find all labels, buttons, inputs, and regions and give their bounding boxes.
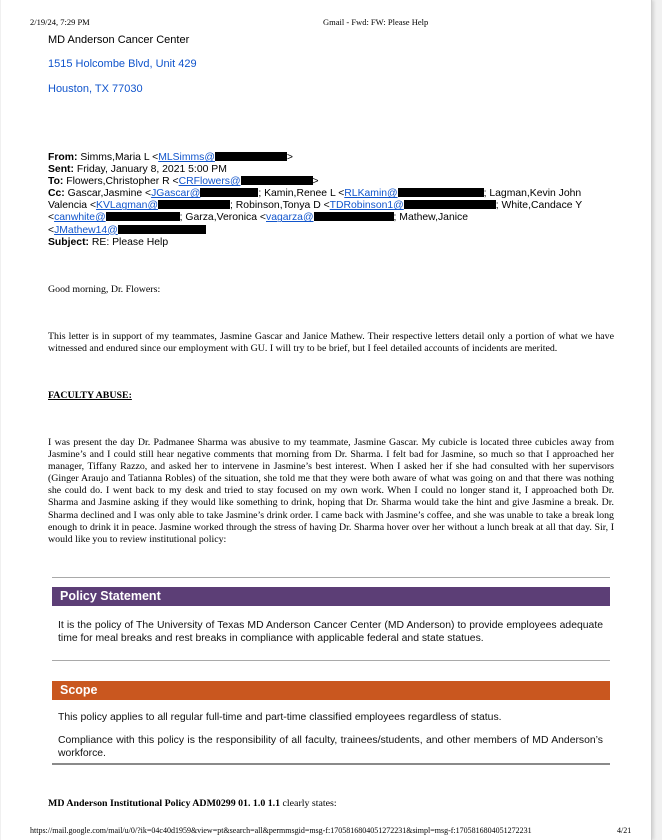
cc-name: ; Mathew,Janice bbox=[393, 212, 469, 224]
excerpt-top-divider bbox=[52, 577, 610, 578]
redaction-bar bbox=[200, 188, 258, 197]
policy-citation-bold: MD Anderson Institutional Policy ADM0299 01. 1.0 1.1 bbox=[48, 798, 281, 809]
redaction-bar bbox=[215, 152, 287, 161]
redaction-bar bbox=[404, 200, 496, 209]
sent-value: Friday, January 8, 2021 5:00 PM bbox=[76, 164, 227, 176]
sent-line bbox=[48, 164, 618, 176]
address-city[interactable]: Houston, TX 77030 bbox=[48, 83, 143, 95]
redaction-bar bbox=[314, 212, 394, 221]
cc-email-link[interactable]: RLKamin@ bbox=[344, 188, 398, 200]
cc-email-link[interactable]: canwhite@ bbox=[54, 212, 106, 224]
cc-line-1 bbox=[48, 188, 618, 200]
to-label: To: bbox=[48, 176, 64, 188]
policy-divider bbox=[52, 660, 610, 661]
cc-line-4: <JMathew14@ bbox=[48, 225, 618, 237]
policy-statement-heading: Policy Statement bbox=[52, 587, 610, 606]
cc-email-link[interactable]: vagarza@ bbox=[266, 212, 314, 224]
sent-label: Sent: bbox=[48, 164, 74, 176]
document-page bbox=[1, 0, 652, 840]
policy-statement-text: It is the policy of The University of Texas MD Anderson Cancer Center (MD Anderson) to provide employees adequate time for meal breaks and rest breaks in compliance with applicable federal and state statues. bbox=[58, 620, 603, 644]
cc-name: ; Kamin,Renee L < bbox=[258, 188, 345, 200]
intro-paragraph: This letter is in support of my teammates, Jasmine Gascar and Janice Mathew. Their respective letters detail only a portion of what we have witnessed and endured since our employment with GU. I will try to be brief, but I feel detailed accounts of incidents are merited. bbox=[48, 331, 614, 355]
greeting: Good morning, Dr. Flowers: bbox=[48, 284, 161, 295]
to-line bbox=[48, 176, 618, 188]
redaction-bar bbox=[118, 225, 206, 234]
redaction-bar bbox=[241, 176, 313, 185]
cc-name: Valencia < bbox=[48, 200, 97, 212]
subject-label: Subject: bbox=[48, 236, 89, 248]
from-label: From: bbox=[48, 152, 78, 163]
cc-label: Cc: bbox=[48, 188, 65, 200]
from-line bbox=[48, 152, 618, 164]
print-page-number: 4/21 bbox=[617, 826, 632, 835]
cc-name: ; Lagman,Kevin John bbox=[483, 188, 582, 200]
cc-name: ; Robinson,Tonya D < bbox=[230, 200, 330, 212]
print-url: https://mail.google.com/mail/u/0/?ik=04c40d1959&view=pt&search=all&permmsgid=msg-f:1705816804051272231&simpl=msg-f:1705816804051272231 bbox=[30, 826, 532, 835]
from-email-link[interactable]: MLSimms@ bbox=[158, 152, 215, 163]
cc-line-3: <canwhite@ ; Garza,Veronica <vagarza@ ; Mathew,Janice bbox=[48, 212, 469, 224]
subject-value: RE: Please Help bbox=[91, 236, 169, 248]
redaction-bar bbox=[106, 212, 180, 221]
redaction-bar bbox=[398, 188, 484, 197]
from-name: Simms,Maria L < bbox=[80, 152, 159, 163]
policy-citation-rest: clearly states: bbox=[280, 798, 337, 809]
cc-email-link[interactable]: TDRobinson1@ bbox=[329, 200, 404, 212]
cc-email-link[interactable]: KVLagman@ bbox=[96, 200, 159, 212]
scope-text-2: Compliance with this policy is the responsibility of all faculty, trainees/students, and other members of MD Anderson’s workforce. bbox=[58, 735, 603, 759]
close-bracket: > bbox=[312, 176, 319, 188]
email-header-block bbox=[48, 152, 618, 249]
to-name: Flowers,Christopher R < bbox=[66, 176, 179, 188]
address-street[interactable]: 1515 Holcombe Blvd, Unit 429 bbox=[48, 58, 197, 70]
section-heading: FACULTY ABUSE: bbox=[48, 390, 132, 401]
print-date: 2/19/24, 7:29 PM bbox=[30, 17, 90, 27]
excerpt-bottom-divider bbox=[52, 763, 610, 765]
cc-line-2 bbox=[48, 200, 618, 212]
policy-citation bbox=[48, 798, 614, 810]
incident-paragraph: I was present the day Dr. Padmanee Sharma was abusive to my teammate, Jasmine Gascar. My cubicle is located three cubicles away from Jasmine’s and I could still hear negative comments that morning from Dr. Sharma. I felt bad for Jasmine, so much so that I approached her manager, Tiffany Razzo, and asked her to intervene in Jasmine’s best interest. When I asked her if she had consulted with her supervisors (Ginger Araujo and Tatianna Robles) of the situation, she told me that they were both aware of what was going on and that there was nothing she could do. I went back to my desk and tried to stay focused on my own work. When I could no longer stand it, I approached both Dr. Sharma and Jasmine asking if they would like something to drink, hoping that Dr. Sharma would take the hint and give Jasmine a break. Dr. Sharma declined and I was only able to take Jasmine’s drink order. I came back with Jasmine’s coffee, and she was unable to take a break long enough to drink it in peace. Jasmine worked through the stress of having Dr. Sharma hover over her without a lunch break at all that day. Sir, I would like you to review institutional policy: bbox=[48, 437, 614, 545]
cc-name: ; Garza,Veronica < bbox=[179, 212, 266, 224]
redaction-bar bbox=[158, 200, 230, 209]
print-title: Gmail - Fwd: FW: Please Help bbox=[323, 17, 429, 27]
scope-text-1: This policy applies to all regular full-time and part-time classified employees regardless of status. bbox=[58, 712, 502, 723]
cc-email-link[interactable]: JGascar@ bbox=[151, 188, 201, 200]
close-bracket: > bbox=[286, 152, 293, 163]
cc-name: ; White,Candace Y bbox=[495, 200, 583, 212]
cc-email-link[interactable]: JMathew14@ bbox=[54, 224, 118, 236]
address-org: MD Anderson Cancer Center bbox=[48, 34, 190, 46]
cc-name: Gascar,Jasmine < bbox=[67, 188, 152, 200]
scope-heading: Scope bbox=[52, 681, 610, 700]
subject-line bbox=[48, 237, 618, 249]
to-email-link[interactable]: CRFlowers@ bbox=[178, 176, 241, 188]
